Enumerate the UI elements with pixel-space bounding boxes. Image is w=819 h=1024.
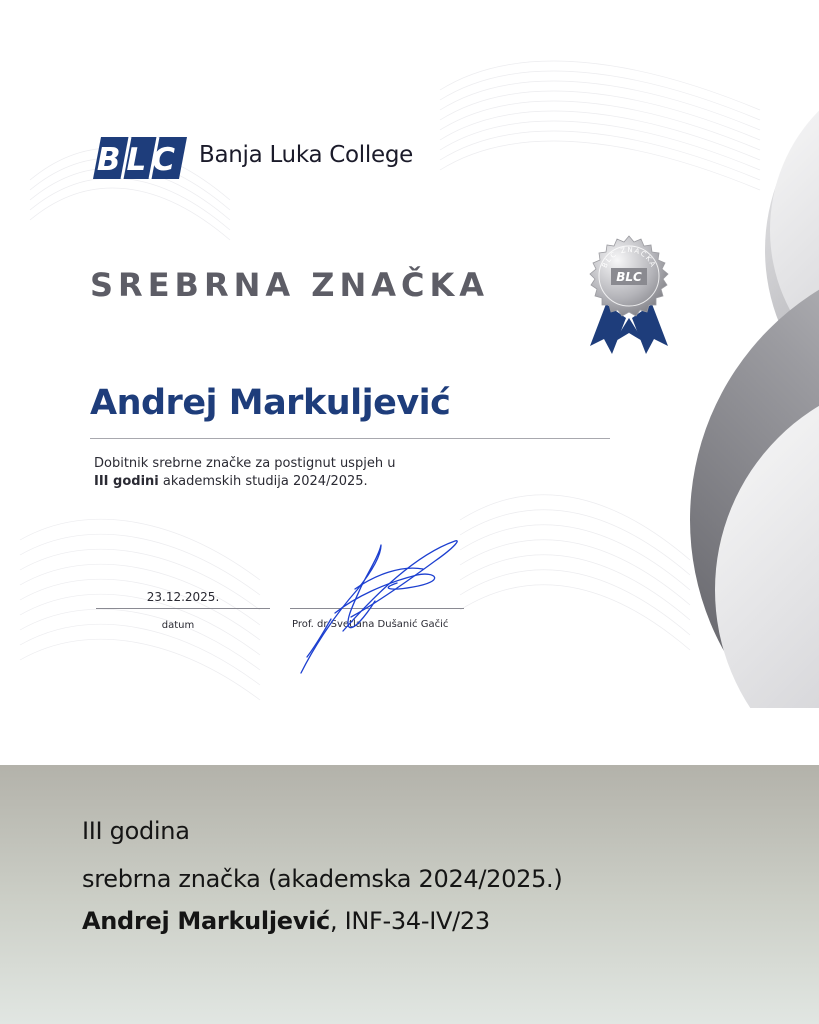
svg-text:BLC: BLC: [616, 270, 642, 284]
description-line-1: Dobitnik srebrne značke za postignut uspjeh u: [94, 456, 396, 471]
college-name: Banja Luka College: [199, 142, 413, 168]
caption-student: [82, 907, 490, 935]
divider: [90, 438, 610, 439]
caption-student-id: , INF-34-IV/23: [329, 907, 490, 935]
handwritten-signature: [295, 535, 465, 677]
caption-student-name: Andrej Markuljević: [82, 907, 330, 935]
svg-text:BLC: BLC: [96, 142, 182, 178]
certificate-title: SREBRNA ZNAČKA: [90, 266, 490, 304]
description-year: III godini: [94, 474, 159, 489]
date-label: datum: [161, 620, 195, 631]
caption-year: III godina: [82, 817, 190, 845]
silver-medal-icon: [578, 234, 680, 358]
caption-award: srebrna značka (akademska 2024/2025.): [82, 865, 563, 893]
caption-panel: [0, 765, 819, 1024]
award-description: [94, 455, 514, 491]
recipient-name: Andrej Markuljević: [90, 383, 451, 423]
svg-text:BLC ZNAČKA: BLC ZNAČKA: [600, 245, 658, 270]
date-line: [96, 608, 270, 609]
date-value: 23.12.2025.: [146, 590, 220, 604]
blc-logo-icon: [93, 137, 187, 179]
signer-name: Prof. dr Svetlana Dušanić Gačić: [292, 619, 449, 630]
description-line-2: akademskih studija 2024/2025.: [158, 474, 368, 489]
